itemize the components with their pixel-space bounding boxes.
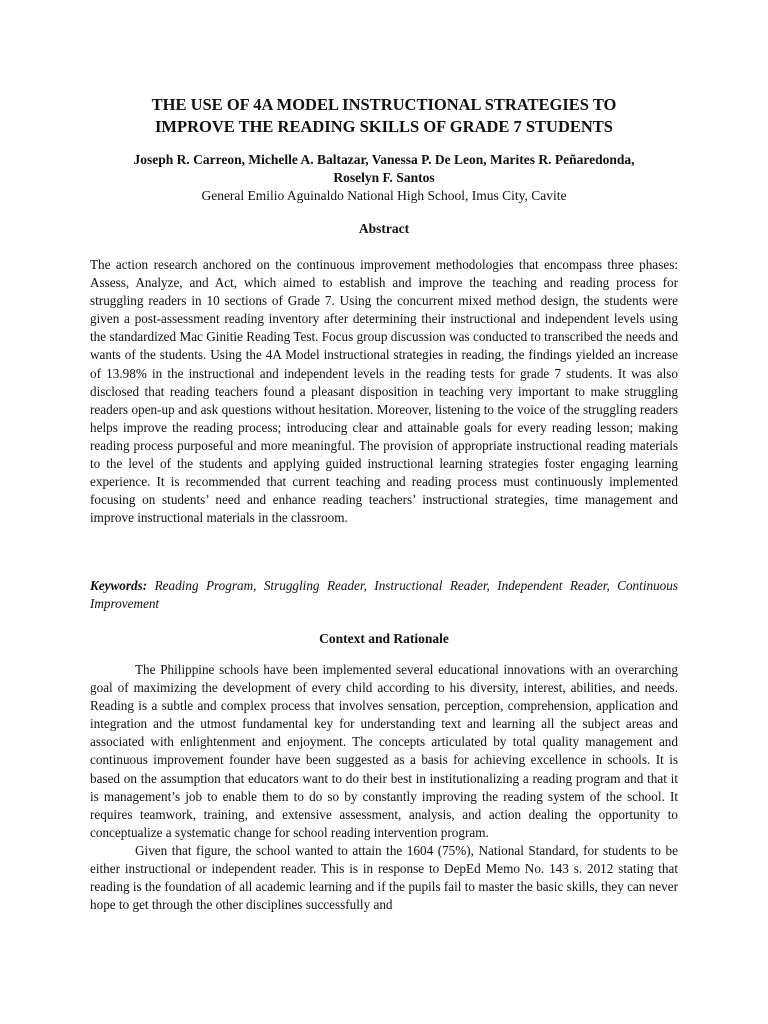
keywords-label: Keywords: <box>90 578 148 593</box>
title-line-1: THE USE OF 4A MODEL INSTRUCTIONAL STRATEGIES TO <box>151 95 617 114</box>
abstract-body <box>90 256 678 527</box>
keywords-text: Reading Program, Struggling Reader, Instructional Reader, Independent Reader, Continuous Improvement <box>90 578 678 612</box>
author-list <box>60 151 708 187</box>
context-heading: Context and Rationale <box>319 631 449 646</box>
abstract-heading: Abstract <box>358 221 410 236</box>
context-body <box>90 661 678 914</box>
paper-title <box>60 94 708 138</box>
authors-line-2: Roselyn F. Santos <box>333 170 435 185</box>
context-paragraph-2: Given that figure, the school wanted to attain the 1604 (75%), National Standard, for students to be either instructional or independent reader. This is in response to DepEd Memo No. 143 s. 2012 stating that reading is the foundation of all academic learning and if the pupils fail to master the basic skills, they can never hope to get through the other disciplines successfully and <box>90 842 678 913</box>
affiliation: General Emilio Aguinaldo National High School, Imus City, Cavite <box>201 188 567 203</box>
authors-line-1: Joseph R. Carreon, Michelle A. Baltazar, Vanessa P. De Leon, Marites R. Peñaredonda, <box>133 152 635 167</box>
context-paragraph-1: The Philippine schools have been implemented several educational innovations with an overarching goal of maximizing the development of every child according to his diversity, interest, abilities, and needs. Reading is a subtle and complex process that involves sensation, perception, comprehension, application and integration and the utmost fundamental key for understanding text and learning all the subject areas and associated with enlightenment and enjoyment. The concepts articulated by total quality management and continuous improvement founder have been suggested as a basis for achieving excellence in schools. It is based on the assumption that educators want to do their best in institutionalizing a reading program and that it is management’s job to enable them to do so by constantly improving the reading system of the school. It requires teamwork, training, and extensive assessment, analysis, and action dealing the opportunity to conceptualize a systematic change for school reading intervention program. <box>90 662 678 840</box>
keywords-block <box>90 577 678 613</box>
keywords-paragraph <box>90 577 678 613</box>
title-line-2: IMPROVE THE READING SKILLS OF GRADE 7 STUDENTS <box>155 117 613 136</box>
abstract-text: The action research anchored on the continuous improvement methodologies that encompass three phases: Assess, Analyze, and Act, which aimed to establish and improve the teaching and reading process for struggling readers in 10 sections of Grade 7. Using the concurrent mixed method design, the students were given a post-assessment reading inventory after determining their instructional and independent levels using the standardized Mac Ginitie Reading Test. Focus group discussion was conducted to transcribed the needs and wants of the students. Using the 4A Model instructional strategies in reading, the findings yielded an increase of 13.98% in the instructional and independent levels in the reading tests for grade 7 students. It was also disclosed that reading teachers found a pleasant disposition in teaching very important to make struggling readers open-up and ask questions without hesitation. Moreover, listening to the voice of the struggling readers helps improve the reading process; introducing clear and attainable goals for every reading lesson; making reading process purposeful and more meaningful. The provision of appropriate instructional reading materials to the level of the students and applying guided instructional learning strategies foster engaging learning experience. It is recommended that current teaching and reading process must continuously implemented focusing on students’ need and enhance reading teachers’ instructional strategies, time management and improve instructional materials in the classroom. <box>90 257 678 526</box>
